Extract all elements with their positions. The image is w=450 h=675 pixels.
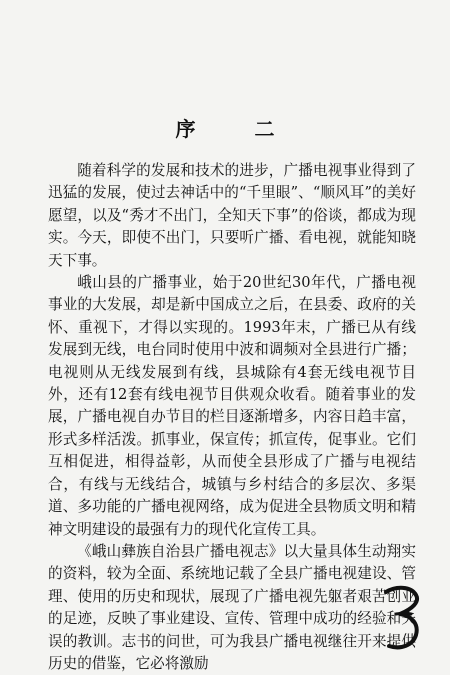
paragraph-1: 随着科学的发展和技术的进步，广播电视事业得到了迅猛的发展，使过去神话中的“千里眼”、“顺风耳”的美好愿望，以及“秀才不出门，全知天下事”的俗谈，都成为现实。今天，即使不出门，只要听广播、看电视，就能知晓天下事。 <box>48 162 416 269</box>
paragraph-3: 《峨山彝族自治县广播电视志》以大量具体生动翔实的资料，较为全面、系统地记载了全县广播电视建设、管理、使用的历史和现状，展现了广播电视先躯者艰苦创业的足迹，反映了事业建设、宣传、管理中成功的经验和失误的教训。志书的问世，可为我县广播电视继往开来提供历史的借鉴，它必将激励 <box>48 542 416 672</box>
body-text <box>48 160 416 675</box>
paragraph-2: 峨山县的广播事业，始于20世纪30年代，广播电视事业的大发展，却是新中国成立之后，在县委、政府的关怀、重视下，才得以实现的。1993年末，广播已从有线发展到无线，电台同时使用中波和调频对全县进行广播；电视则从无线发展到有线，县城除有4套无线电视节目外，还有12套有线电视节目供观众收看。随着事业的发展，广播电视自办节目的栏目逐渐增多，内容日趋丰富，形式多样活泼。抓事业，保宣传；抓宣传，促事业。它们互相促进，相得益彰，从而使全县形成了广播与电视结合，有线与无线结合，城镇与乡村结合的多层次、多渠道、多功能的广播电视网络，成为促进全县物质文明和精神文明建设的最强有力的现代化宣传工具。 <box>48 274 416 538</box>
handwritten-page-number <box>378 584 424 654</box>
page-title: 序 二 <box>175 117 301 142</box>
